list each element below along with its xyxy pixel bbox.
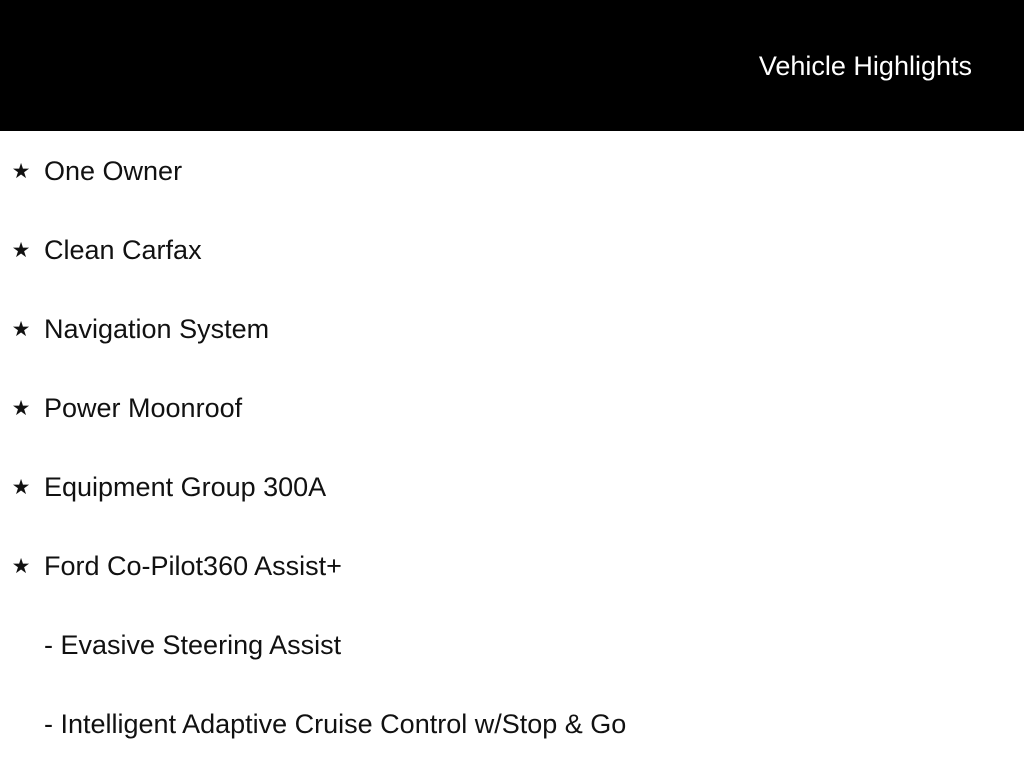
header-bar: [0, 0, 1024, 131]
list-item: [0, 546, 1024, 586]
star-icon: ★: [11, 317, 31, 341]
list-item-label: One Owner: [44, 156, 183, 186]
list-item-label: Equipment Group 300A: [44, 472, 327, 502]
list-item: [0, 151, 1024, 191]
list-item-sub: [0, 704, 1024, 744]
list-item-label: Ford Co-Pilot360 Assist+: [44, 551, 342, 581]
list-item-label: Power Moonroof: [44, 393, 243, 423]
star-icon: ★: [11, 159, 31, 183]
star-icon: ★: [11, 396, 31, 420]
list-item-label: Navigation System: [44, 314, 270, 344]
list-item-label: - Intelligent Adaptive Cruise Control w/Stop & Go: [44, 709, 627, 739]
list-item-sub: [0, 625, 1024, 665]
list-item: [0, 388, 1024, 428]
list-item-label: - Evasive Steering Assist: [44, 630, 342, 660]
list-item: [0, 230, 1024, 270]
star-icon: ★: [11, 475, 31, 499]
list-item: [0, 467, 1024, 507]
list-item-label: Clean Carfax: [44, 235, 202, 265]
star-icon: ★: [11, 554, 31, 578]
page-title: Vehicle Highlights: [758, 51, 972, 81]
star-icon: ★: [11, 238, 31, 262]
list-item: [0, 309, 1024, 349]
